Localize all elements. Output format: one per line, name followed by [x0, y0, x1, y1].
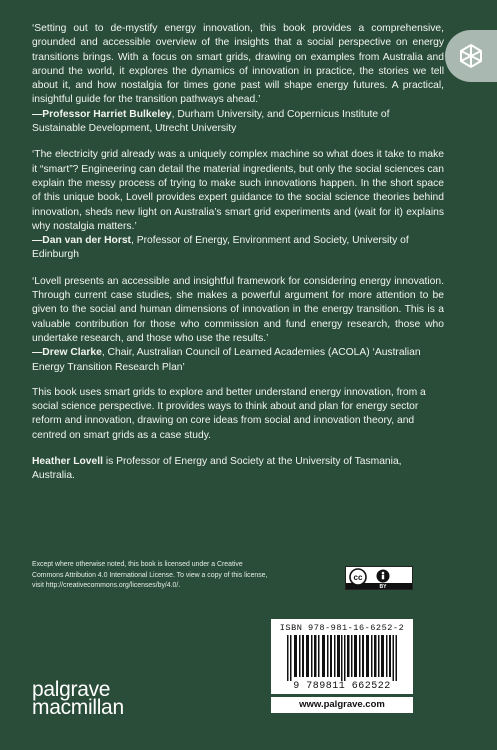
by-label: BY — [379, 584, 387, 589]
quote-text: ‘Lovell presents an accessible and insightful framework for considering energy innovation. Through current case studies, she makes a powerful argument for more attention to be given to the social and human dimensions of innovation in the energy transition. This is a valuable contribution for those who commission and fund energy research, those who undertake research, and those who use the results.’ — [32, 275, 444, 344]
publisher-name-line1: palgrave — [32, 678, 111, 701]
cc-by-badge — [345, 566, 413, 590]
quote-author: —Dan van der Horst — [32, 235, 131, 247]
quote-affiliation: , Chair, Australian Council of Learned Academies (ACOLA) ‘Australian Energy Transition Research Plan’ — [32, 347, 421, 373]
cc-label: cc — [353, 573, 363, 582]
quote-affiliation: , Durham University, and Copernicus Institute of Sustainable Development, Utrecht University — [32, 108, 390, 135]
springer-nature-snowflake-icon — [455, 42, 487, 70]
quote-text: ‘Setting out to de-mystify energy innovation, this book provides a comprehensive, grounded and accessible overview of the insights that a social perspective on energy transitions brings. With a focus on smart grids, drawing on examples from Australia and around the world, it explores the dynamics of innovation in practice, the stories we tell about it, and how nostalgia for times gone past will shape energy futures. A practical, insightful guide for the transition pathways ahead.’ — [32, 23, 444, 106]
quote-text: ‘The electricity grid already was a uniquely complex machine so what does it take to make it “smart”? Engineering can detail the material ingredients, but only the social sciences can explain the messy process of trying to make such innovations happen. In the short space of this unique book, Lovell provides expert guidance to the social science theories behind innovation, sheds new light on Australia’s smart grid experiments and (wait for it) explains why nostalgia matters.’ — [32, 149, 444, 232]
isbn-text: ISBN 978-981-16-6252-2 — [279, 623, 405, 633]
barcode-icon — [287, 635, 397, 681]
review-quote-1 — [32, 22, 444, 136]
review-quote-3 — [32, 275, 444, 375]
publisher-name-line2: macmillan — [32, 696, 124, 719]
quote-author: —Professor Harriet Bulkeley — [32, 108, 172, 120]
barcode-box — [271, 619, 413, 694]
license-notice: Except where otherwise noted, this book is licensed under a Creative Commons Attribution 4.0 International License. To view a copy of this license, visit http://creativecommons.org/licenses/by/4.0/. — [32, 561, 268, 589]
book-description: This book uses smart grids to explore and better understand energy innovation, from a social science perspective. It provides ways to think about and plan for energy sector reform and innovation, drawing on core ideas from social and innovation theory, and centred on smart grids as a case study. — [32, 386, 426, 441]
quote-affiliation: , Professor of Energy, Environment and Society, University of Edinburgh — [32, 235, 409, 261]
quote-author: —Drew Clarke — [32, 347, 102, 359]
quote-attribution — [32, 234, 444, 263]
publisher-logo — [32, 678, 124, 719]
barcode-number: 9 789811 662522 — [293, 681, 391, 692]
publisher-website[interactable]: www.palgrave.com — [271, 697, 413, 713]
quote-attribution — [32, 346, 444, 375]
back-cover-text — [32, 22, 444, 496]
quote-attribution — [32, 108, 444, 137]
author-bio-text: is Professor of Energy and Society at the University of Tasmania, Australia. — [32, 456, 402, 482]
logo-badge — [445, 30, 497, 82]
author-name: Heather Lovell — [32, 456, 103, 468]
review-quote-2 — [32, 148, 444, 262]
author-bio — [32, 455, 444, 484]
